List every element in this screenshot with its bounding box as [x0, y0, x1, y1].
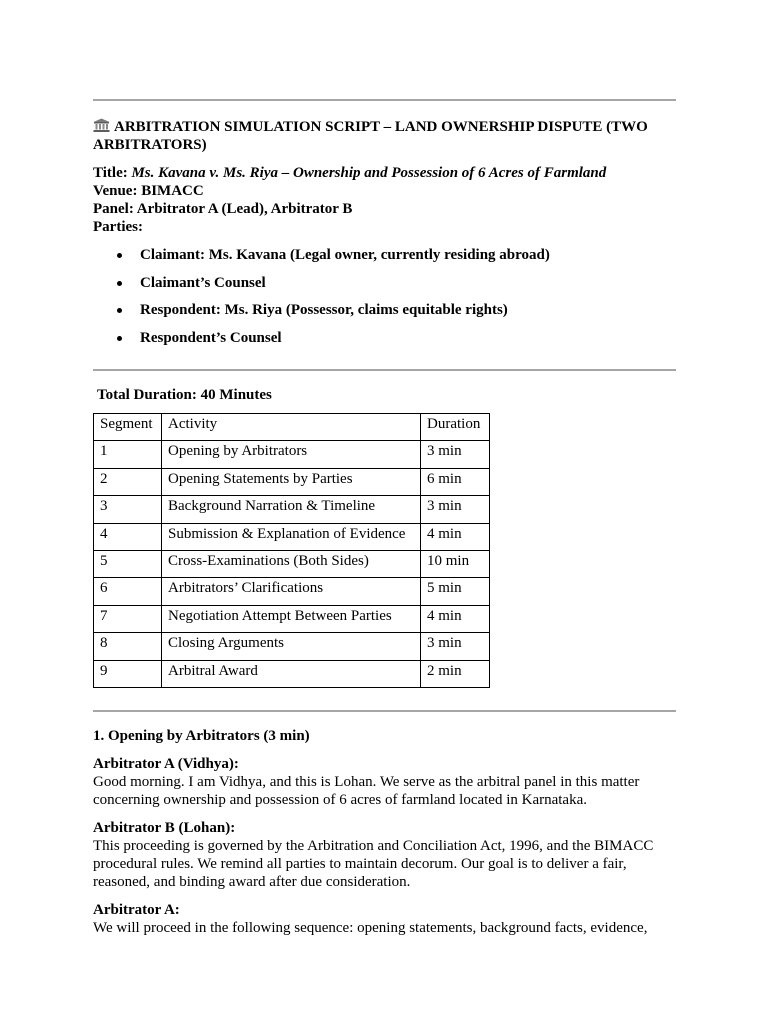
activity-cell: Arbitral Award: [162, 660, 421, 687]
activity-cell: Submission & Explanation of Evidence: [162, 523, 421, 550]
segment-cell: 7: [94, 605, 162, 632]
case-title-value: Ms. Kavana v. Ms. Riya – Ownership and Possession of 6 Acres of Farmland: [131, 165, 607, 181]
list-item: Claimant: Ms. Kavana (Legal owner, currently residing abroad): [93, 246, 550, 264]
speech-line: This proceeding is governed by the Arbitration and Conciliation Act, 1996, and the BIMACC: [93, 838, 654, 854]
list-item: Respondent’s Counsel: [93, 329, 550, 347]
duration-cell: 6 min: [421, 468, 490, 495]
list-item: Claimant’s Counsel: [93, 274, 550, 292]
duration-cell: 5 min: [421, 578, 490, 605]
table-row: [94, 441, 490, 468]
speaker-block: [93, 819, 676, 891]
header-cell-activity: Activity: [162, 414, 421, 441]
speech-line: concerning ownership and possession of 6 acres of farmland located in Karnataka.: [93, 792, 587, 808]
activity-cell: Opening Statements by Parties: [162, 468, 421, 495]
segment-cell: 4: [94, 523, 162, 550]
document-title: [93, 118, 683, 154]
table-header-row: [94, 414, 490, 441]
title-text: ARBITRATION SIMULATION SCRIPT – LAND OWNERSHIP DISPUTE (TWO ARBITRATORS): [93, 119, 648, 153]
segment-cell: 6: [94, 578, 162, 605]
duration-cell: 4 min: [421, 523, 490, 550]
divider-middle: [93, 369, 676, 371]
duration-cell: 2 min: [421, 660, 490, 687]
speaker-label: Arbitrator B (Lohan):: [93, 820, 236, 836]
activity-cell: Cross-Examinations (Both Sides): [162, 550, 421, 577]
total-duration: Total Duration: 40 Minutes: [97, 387, 272, 403]
schedule-table: [93, 413, 490, 688]
table-row: [94, 468, 490, 495]
panel-line: Panel: Arbitrator A (Lead), Arbitrator B: [93, 201, 353, 217]
list-item: Respondent: Ms. Riya (Possessor, claims equitable rights): [93, 301, 550, 319]
speech-line: Good morning. I am Vidhya, and this is Lohan. We serve as the arbitral panel in this matter: [93, 774, 640, 790]
speech-line: We will proceed in the following sequence: opening statements, background facts, evidence,: [93, 920, 648, 936]
parties-list: [93, 246, 550, 356]
header-cell-segment: Segment: [94, 414, 162, 441]
speaker-label: Arbitrator A (Vidhya):: [93, 756, 239, 772]
venue-line: Venue: BIMACC: [93, 183, 204, 199]
table-row: [94, 496, 490, 523]
duration-cell: 4 min: [421, 605, 490, 632]
case-title-line: [93, 164, 676, 182]
duration-cell: 10 min: [421, 550, 490, 577]
duration-cell: 3 min: [421, 441, 490, 468]
duration-cell: 3 min: [421, 633, 490, 660]
activity-cell: Background Narration & Timeline: [162, 496, 421, 523]
table-row: [94, 578, 490, 605]
segment-cell: 8: [94, 633, 162, 660]
speech-line: reasoned, and binding award after due consideration.: [93, 874, 411, 890]
activity-cell: Negotiation Attempt Between Parties: [162, 605, 421, 632]
section-heading: 1. Opening by Arbitrators (3 min): [93, 728, 310, 744]
segment-cell: 1: [94, 441, 162, 468]
divider-top: [93, 99, 676, 101]
case-title-label: Title:: [93, 165, 128, 181]
classical-building-icon: [93, 118, 110, 132]
table-row: [94, 523, 490, 550]
table-row: [94, 550, 490, 577]
speech-line: procedural rules. We remind all parties to maintain decorum. Our goal is to deliver a fair,: [93, 856, 627, 872]
segment-cell: 2: [94, 468, 162, 495]
segment-cell: 3: [94, 496, 162, 523]
table-row: [94, 660, 490, 687]
speaker-label: Arbitrator A:: [93, 902, 180, 918]
segment-cell: 9: [94, 660, 162, 687]
table-row: [94, 633, 490, 660]
speaker-block: [93, 755, 676, 809]
segment-cell: 5: [94, 550, 162, 577]
activity-cell: Closing Arguments: [162, 633, 421, 660]
activity-cell: Arbitrators’ Clarifications: [162, 578, 421, 605]
case-metadata: [93, 164, 676, 236]
speaker-block: [93, 901, 676, 937]
parties-label: Parties:: [93, 219, 143, 235]
duration-cell: 3 min: [421, 496, 490, 523]
table-row: [94, 605, 490, 632]
activity-cell: Opening by Arbitrators: [162, 441, 421, 468]
divider-bottom: [93, 710, 676, 712]
header-cell-duration: Duration: [421, 414, 490, 441]
